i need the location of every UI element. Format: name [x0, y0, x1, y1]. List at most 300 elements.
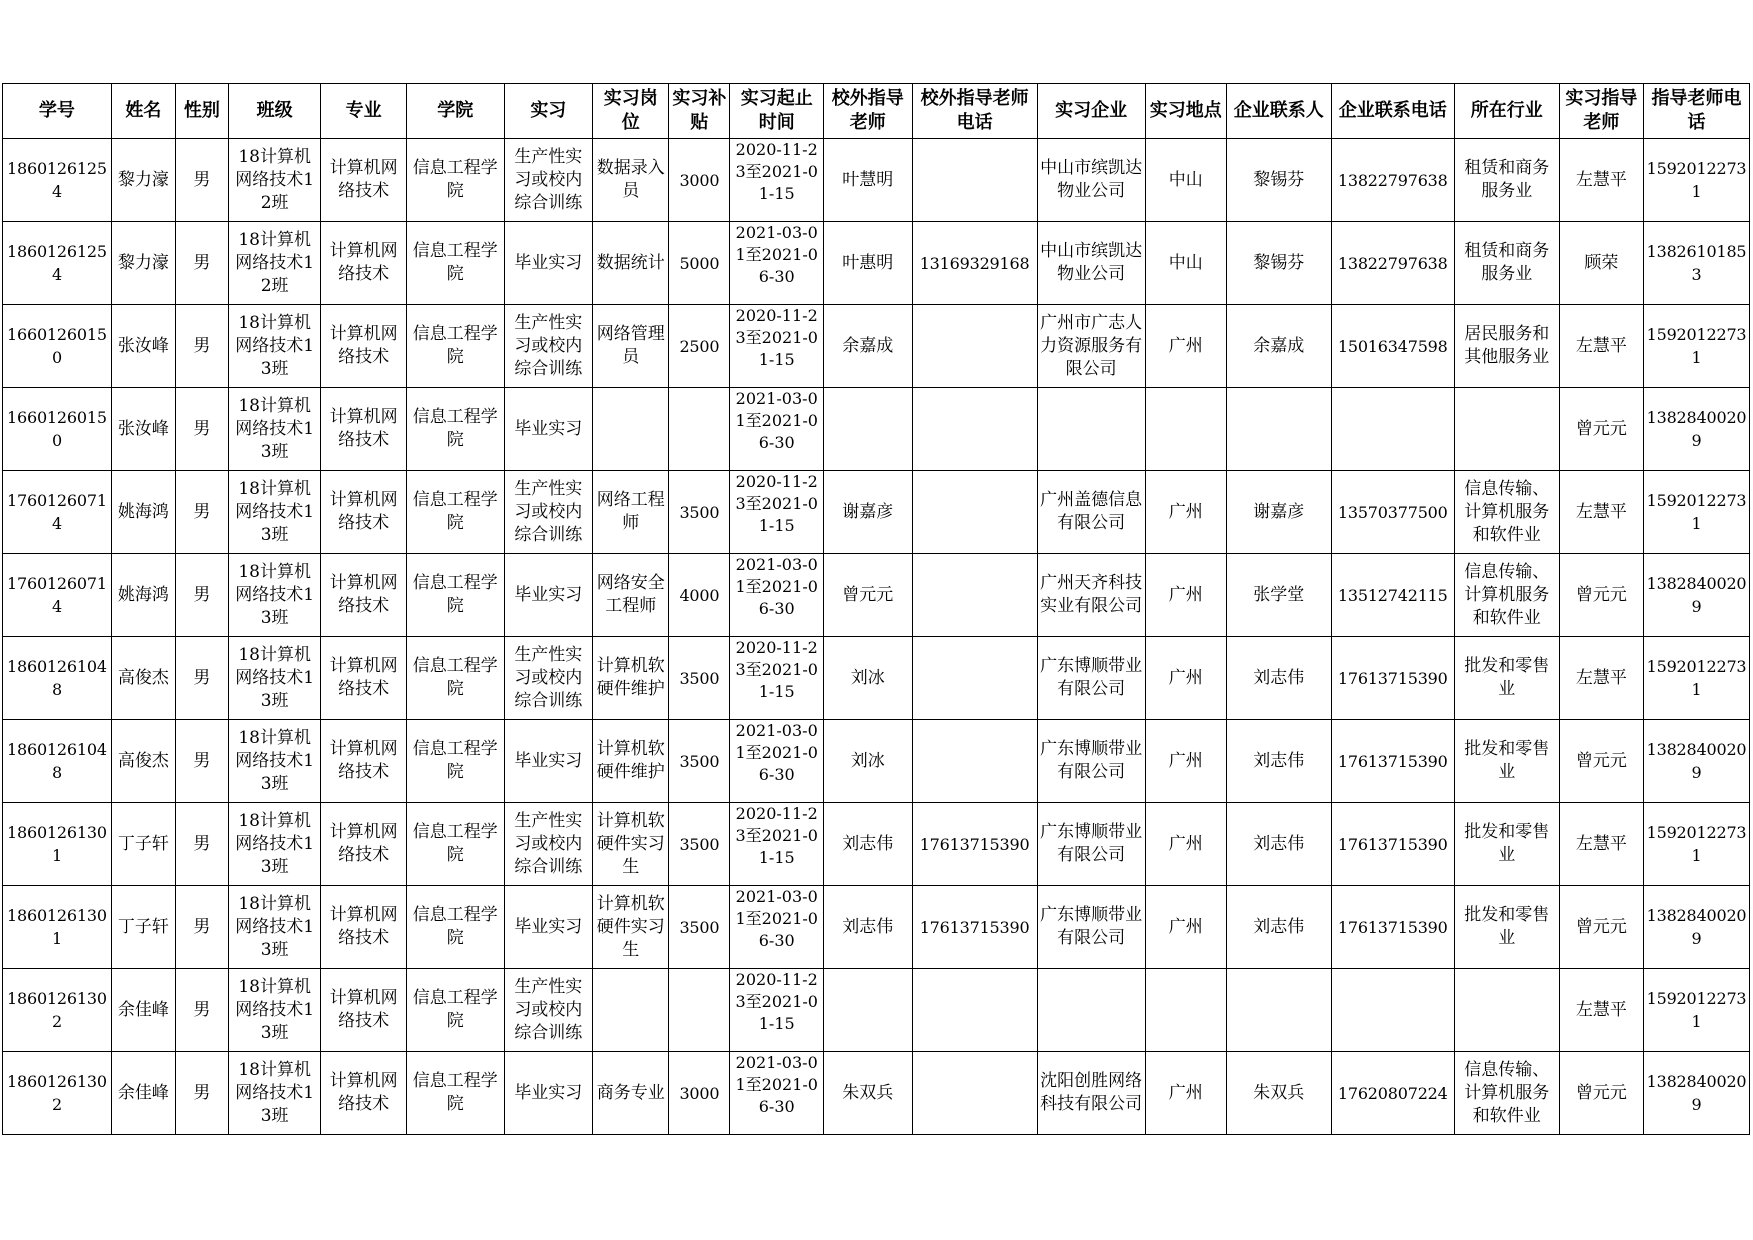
student-id-value: 17601260714: [7, 491, 107, 533]
cell-college: [406, 803, 504, 886]
company-contact-value: 朱双兵: [1253, 1082, 1305, 1103]
cell-external-advisor: [824, 803, 913, 886]
class-value: 18计算机网络技术13班: [235, 312, 315, 379]
cell-internship-position: [593, 637, 669, 720]
gender-value: 男: [193, 1082, 211, 1103]
cell-internship-company: [1037, 554, 1145, 637]
industry-value: 批发和零售业: [1464, 905, 1550, 948]
college-value: 信息工程学院: [412, 324, 498, 367]
major-value: 计算机网络技术: [329, 988, 398, 1031]
cell-internship-position: [593, 886, 669, 969]
cell-class: [228, 471, 321, 554]
cell-student-name: [111, 1052, 175, 1135]
internship-location-value: 广州: [1168, 833, 1203, 854]
student-id-value: 16601260150: [7, 408, 107, 450]
external-advisor-value: 谢嘉彦: [842, 501, 894, 522]
cell-internship-position: [593, 554, 669, 637]
cell-student-id: [3, 471, 112, 554]
cell-student-id: [3, 388, 112, 471]
advisor-phone-value: 13828400209: [1646, 906, 1747, 948]
cell-company-contact: [1226, 637, 1331, 720]
cell-company-contact: [1226, 720, 1331, 803]
cell-company-contact: [1226, 305, 1331, 388]
cell-industry: [1454, 803, 1559, 886]
class-value: 18计算机网络技术12班: [235, 146, 315, 213]
cell-internship-position: [593, 471, 669, 554]
cell-internship-position: [593, 720, 669, 803]
cell-gender: [175, 139, 228, 222]
company-contact-phone-value: 13822797638: [1337, 253, 1448, 273]
student-id-value: 18601261302: [7, 1072, 107, 1114]
external-advisor-phone-value: 13169329168: [919, 253, 1030, 273]
cell-internship-position: [593, 222, 669, 305]
class-value: 18计算机网络技术13班: [235, 561, 315, 628]
external-advisor-value: 刘冰: [850, 667, 885, 688]
header-internship-period: 实习起止时间: [730, 84, 824, 139]
external-advisor-value: 朱双兵: [842, 1082, 894, 1103]
advisor-phone-value: 13826101853: [1646, 242, 1747, 284]
cell-major: [321, 305, 406, 388]
cell-gender: [175, 720, 228, 803]
cell-external-advisor-phone: [912, 222, 1037, 305]
cell-student-name: [111, 886, 175, 969]
cell-external-advisor-phone: [912, 305, 1037, 388]
internship-subsidy-value: 3500: [679, 834, 720, 854]
internship-type-value: 毕业实习: [514, 418, 583, 439]
cell-internship-location: [1145, 803, 1226, 886]
cell-advisor-phone: [1644, 388, 1750, 471]
advisor-phone-value: 15920122731: [1646, 823, 1747, 865]
cell-external-advisor: [824, 720, 913, 803]
cell-gender: [175, 554, 228, 637]
cell-internship-period: [730, 471, 824, 554]
internship-advisor-value: 曾元元: [1575, 584, 1627, 605]
internship-advisor-value: 左慧平: [1575, 667, 1627, 688]
college-value: 信息工程学院: [412, 241, 498, 284]
company-contact-phone-value: 13822797638: [1337, 170, 1448, 190]
cell-advisor-phone: [1644, 471, 1750, 554]
cell-internship-type: [504, 139, 593, 222]
cell-industry: [1454, 222, 1559, 305]
cell-advisor-phone: [1644, 554, 1750, 637]
external-advisor-phone-value: 17613715390: [919, 834, 1030, 854]
cell-internship-location: [1145, 637, 1226, 720]
internship-location-value: 广州: [1168, 1082, 1203, 1103]
cell-class: [228, 305, 321, 388]
cell-student-name: [111, 139, 175, 222]
cell-internship-location: [1145, 720, 1226, 803]
cell-gender: [175, 969, 228, 1052]
cell-external-advisor-phone: [912, 471, 1037, 554]
cell-internship-type: [504, 1052, 593, 1135]
cell-student-name: [111, 222, 175, 305]
cell-industry: [1454, 886, 1559, 969]
student-name-value: 高俊杰: [117, 667, 169, 688]
college-value: 信息工程学院: [412, 739, 498, 782]
cell-gender: [175, 803, 228, 886]
cell-internship-location: [1145, 886, 1226, 969]
cell-student-name: [111, 305, 175, 388]
internship-location-value: 广州: [1168, 916, 1203, 937]
cell-internship-period: [730, 886, 824, 969]
table-row: [3, 222, 1750, 305]
header-college: 学院: [406, 84, 504, 139]
student-id-value: 18601261302: [7, 989, 107, 1031]
cell-major: [321, 139, 406, 222]
cell-internship-company: [1037, 388, 1145, 471]
external-advisor-value: 余嘉成: [842, 335, 894, 356]
cell-internship-period: [730, 1052, 824, 1135]
internship-period-value: 2021-03-01至2021-06-30: [735, 1053, 818, 1116]
header-class: 班级: [228, 84, 321, 139]
cell-student-name: [111, 720, 175, 803]
table-header: [3, 84, 1750, 139]
cell-internship-type: [504, 886, 593, 969]
cell-student-name: [111, 471, 175, 554]
table-row: [3, 969, 1750, 1052]
cell-gender: [175, 637, 228, 720]
cell-company-contact: [1226, 139, 1331, 222]
cell-company-contact-phone: [1331, 388, 1454, 471]
advisor-phone-value: 15920122731: [1646, 491, 1747, 533]
company-contact-phone-value: 15016347598: [1337, 336, 1448, 356]
cell-internship-advisor: [1559, 969, 1643, 1052]
class-value: 18计算机网络技术13班: [235, 810, 315, 877]
internship-type-value: 生产性实习或校内综合训练: [514, 976, 583, 1043]
internship-company-value: 中山市缤凯达物业公司: [1040, 241, 1143, 284]
cell-student-id: [3, 305, 112, 388]
cell-company-contact-phone: [1331, 471, 1454, 554]
major-value: 计算机网络技术: [329, 490, 398, 533]
major-value: 计算机网络技术: [329, 241, 398, 284]
cell-industry: [1454, 471, 1559, 554]
cell-internship-advisor: [1559, 222, 1643, 305]
company-contact-phone-value: 13512742115: [1337, 585, 1448, 605]
cell-external-advisor-phone: [912, 637, 1037, 720]
cell-internship-advisor: [1559, 637, 1643, 720]
cell-internship-position: [593, 969, 669, 1052]
internship-subsidy-value: 4000: [679, 585, 720, 605]
cell-internship-type: [504, 803, 593, 886]
cell-internship-advisor: [1559, 471, 1643, 554]
cell-company-contact-phone: [1331, 803, 1454, 886]
cell-college: [406, 969, 504, 1052]
internship-period-value: 2020-11-23至2021-01-15: [735, 306, 818, 369]
cell-student-id: [3, 222, 112, 305]
internship-advisor-value: 顾荣: [1584, 252, 1619, 273]
cell-advisor-phone: [1644, 803, 1750, 886]
class-value: 18计算机网络技术13班: [235, 644, 315, 711]
header-major: 专业: [321, 84, 406, 139]
college-value: 信息工程学院: [412, 407, 498, 450]
student-id-value: 16601260150: [7, 325, 107, 367]
internship-position-value: 网络安全工程师: [596, 573, 665, 616]
internship-period-value: 2020-11-23至2021-01-15: [735, 472, 818, 535]
cell-internship-subsidy: [669, 637, 730, 720]
cell-class: [228, 720, 321, 803]
cell-internship-subsidy: [669, 471, 730, 554]
advisor-phone-value: 15920122731: [1646, 159, 1747, 201]
major-value: 计算机网络技术: [329, 656, 398, 699]
gender-value: 男: [193, 833, 211, 854]
external-advisor-value: 刘志伟: [842, 833, 894, 854]
student-id-value: 18601261301: [7, 823, 107, 865]
cell-company-contact-phone: [1331, 720, 1454, 803]
header-row: [3, 84, 1750, 139]
class-value: 18计算机网络技术12班: [235, 229, 315, 296]
cell-student-id: [3, 1052, 112, 1135]
class-value: 18计算机网络技术13班: [235, 893, 315, 960]
header-internship-type: 实习: [504, 84, 593, 139]
class-value: 18计算机网络技术13班: [235, 395, 315, 462]
cell-major: [321, 720, 406, 803]
college-value: 信息工程学院: [412, 490, 498, 533]
internship-subsidy-value: 2500: [679, 336, 720, 356]
internship-period-value: 2021-03-01至2021-06-30: [735, 721, 818, 784]
cell-industry: [1454, 305, 1559, 388]
cell-major: [321, 803, 406, 886]
industry-value: 居民服务和其他服务业: [1464, 324, 1550, 367]
cell-external-advisor-phone: [912, 388, 1037, 471]
cell-company-contact: [1226, 554, 1331, 637]
cell-college: [406, 554, 504, 637]
cell-company-contact: [1226, 969, 1331, 1052]
industry-value: 批发和零售业: [1464, 822, 1550, 865]
cell-internship-company: [1037, 139, 1145, 222]
internship-location-value: 中山: [1168, 252, 1203, 273]
cell-internship-position: [593, 305, 669, 388]
cell-internship-advisor: [1559, 388, 1643, 471]
cell-gender: [175, 305, 228, 388]
cell-class: [228, 388, 321, 471]
cell-external-advisor: [824, 305, 913, 388]
cell-major: [321, 969, 406, 1052]
cell-company-contact-phone: [1331, 637, 1454, 720]
cell-industry: [1454, 720, 1559, 803]
cell-student-name: [111, 554, 175, 637]
internship-subsidy-value: 3000: [679, 1083, 720, 1103]
table-row: [3, 305, 1750, 388]
industry-value: 信息传输、计算机服务和软件业: [1464, 478, 1550, 545]
class-value: 18计算机网络技术13班: [235, 1059, 315, 1126]
cell-internship-period: [730, 637, 824, 720]
cell-internship-location: [1145, 139, 1226, 222]
cell-internship-advisor: [1559, 305, 1643, 388]
internship-position-value: 网络管理员: [596, 324, 665, 367]
cell-company-contact-phone: [1331, 139, 1454, 222]
internship-advisor-value: 左慧平: [1575, 335, 1627, 356]
cell-college: [406, 305, 504, 388]
cell-industry: [1454, 969, 1559, 1052]
company-contact-value: 黎锡芬: [1253, 169, 1305, 190]
header-company-contact-phone: 企业联系电话: [1331, 84, 1454, 139]
cell-internship-subsidy: [669, 554, 730, 637]
cell-class: [228, 554, 321, 637]
cell-company-contact: [1226, 388, 1331, 471]
cell-internship-company: [1037, 969, 1145, 1052]
student-name-value: 高俊杰: [117, 750, 169, 771]
internship-subsidy-value: 3500: [679, 668, 720, 688]
student-name-value: 张汝峰: [117, 418, 169, 439]
internship-company-value: 广东博顺带业有限公司: [1040, 656, 1143, 699]
major-value: 计算机网络技术: [329, 822, 398, 865]
student-name-value: 张汝峰: [117, 335, 169, 356]
cell-internship-location: [1145, 471, 1226, 554]
cell-student-name: [111, 388, 175, 471]
cell-internship-type: [504, 969, 593, 1052]
internship-advisor-value: 曾元元: [1575, 418, 1627, 439]
internship-type-value: 生产性实习或校内综合训练: [514, 644, 583, 711]
cell-advisor-phone: [1644, 305, 1750, 388]
cell-major: [321, 471, 406, 554]
student-name-value: 余佳峰: [117, 1082, 169, 1103]
internship-period-value: 2020-11-23至2021-01-15: [735, 140, 818, 203]
cell-internship-subsidy: [669, 969, 730, 1052]
industry-value: 信息传输、计算机服务和软件业: [1464, 561, 1550, 628]
cell-student-id: [3, 637, 112, 720]
company-contact-phone-value: 13570377500: [1337, 502, 1448, 522]
cell-internship-period: [730, 388, 824, 471]
cell-internship-position: [593, 803, 669, 886]
cell-internship-location: [1145, 222, 1226, 305]
header-advisor-phone: 指导老师电话: [1644, 84, 1750, 139]
company-contact-value: 刘志伟: [1253, 667, 1305, 688]
student-id-value: 17601260714: [7, 574, 107, 616]
table-row: [3, 471, 1750, 554]
cell-internship-type: [504, 222, 593, 305]
gender-value: 男: [193, 584, 211, 605]
cell-internship-subsidy: [669, 1052, 730, 1135]
internship-location-value: 中山: [1168, 169, 1203, 190]
cell-internship-location: [1145, 554, 1226, 637]
cell-external-advisor: [824, 554, 913, 637]
cell-major: [321, 554, 406, 637]
internship-company-value: 广州盖德信息有限公司: [1040, 490, 1143, 533]
cell-internship-advisor: [1559, 139, 1643, 222]
internship-position-value: 计算机软硬件实习生: [596, 893, 665, 960]
cell-internship-period: [730, 803, 824, 886]
cell-college: [406, 388, 504, 471]
cell-internship-subsidy: [669, 720, 730, 803]
internship-period-value: 2021-03-01至2021-06-30: [735, 223, 818, 286]
cell-class: [228, 139, 321, 222]
header-company-contact: 企业联系人: [1226, 84, 1331, 139]
company-contact-value: 余嘉成: [1253, 335, 1305, 356]
internship-advisor-value: 曾元元: [1575, 916, 1627, 937]
internship-advisor-value: 左慧平: [1575, 999, 1627, 1020]
external-advisor-value: 刘冰: [850, 750, 885, 771]
cell-external-advisor: [824, 139, 913, 222]
cell-class: [228, 969, 321, 1052]
internship-position-value: 数据录入员: [596, 158, 665, 201]
cell-college: [406, 720, 504, 803]
header-industry: 所在行业: [1454, 84, 1559, 139]
gender-value: 男: [193, 335, 211, 356]
cell-external-advisor: [824, 1052, 913, 1135]
cell-company-contact: [1226, 886, 1331, 969]
advisor-phone-value: 13828400209: [1646, 574, 1747, 616]
external-advisor-phone-value: 17613715390: [919, 917, 1030, 937]
cell-student-name: [111, 803, 175, 886]
internship-subsidy-value: 3500: [679, 751, 720, 771]
internship-location-value: 广州: [1168, 750, 1203, 771]
major-value: 计算机网络技术: [329, 1071, 398, 1114]
cell-internship-company: [1037, 886, 1145, 969]
gender-value: 男: [193, 418, 211, 439]
major-value: 计算机网络技术: [329, 324, 398, 367]
table-row: [3, 554, 1750, 637]
cell-external-advisor-phone: [912, 803, 1037, 886]
cell-external-advisor-phone: [912, 139, 1037, 222]
cell-internship-company: [1037, 222, 1145, 305]
cell-gender: [175, 886, 228, 969]
cell-internship-period: [730, 969, 824, 1052]
cell-internship-company: [1037, 803, 1145, 886]
internship-company-value: 广东博顺带业有限公司: [1040, 905, 1143, 948]
company-contact-phone-value: 17613715390: [1337, 834, 1448, 854]
cell-college: [406, 471, 504, 554]
cell-internship-period: [730, 222, 824, 305]
cell-industry: [1454, 139, 1559, 222]
internship-advisor-value: 左慧平: [1575, 169, 1627, 190]
external-advisor-value: 叶慧明: [842, 169, 894, 190]
cell-gender: [175, 388, 228, 471]
cell-internship-location: [1145, 969, 1226, 1052]
cell-company-contact: [1226, 222, 1331, 305]
cell-internship-location: [1145, 1052, 1226, 1135]
cell-internship-subsidy: [669, 388, 730, 471]
major-value: 计算机网络技术: [329, 739, 398, 782]
internship-position-value: 计算机软硬件维护: [596, 656, 665, 699]
cell-major: [321, 388, 406, 471]
gender-value: 男: [193, 667, 211, 688]
cell-internship-subsidy: [669, 139, 730, 222]
cell-class: [228, 1052, 321, 1135]
cell-internship-type: [504, 305, 593, 388]
gender-value: 男: [193, 252, 211, 273]
cell-student-name: [111, 637, 175, 720]
cell-advisor-phone: [1644, 222, 1750, 305]
student-name-value: 姚海鸿: [117, 501, 169, 522]
cell-internship-type: [504, 554, 593, 637]
company-contact-value: 谢嘉彦: [1253, 501, 1305, 522]
cell-industry: [1454, 1052, 1559, 1135]
internship-advisor-value: 左慧平: [1575, 833, 1627, 854]
gender-value: 男: [193, 999, 211, 1020]
major-value: 计算机网络技术: [329, 573, 398, 616]
table-row: [3, 1052, 1750, 1135]
college-value: 信息工程学院: [412, 573, 498, 616]
gender-value: 男: [193, 169, 211, 190]
cell-internship-location: [1145, 305, 1226, 388]
gender-value: 男: [193, 750, 211, 771]
industry-value: 批发和零售业: [1464, 739, 1550, 782]
student-id-value: 18601261254: [7, 159, 107, 201]
internship-type-value: 生产性实习或校内综合训练: [514, 312, 583, 379]
cell-internship-type: [504, 637, 593, 720]
cell-external-advisor: [824, 969, 913, 1052]
cell-internship-location: [1145, 388, 1226, 471]
advisor-phone-value: 13828400209: [1646, 740, 1747, 782]
internship-advisor-value: 左慧平: [1575, 501, 1627, 522]
student-id-value: 18601261048: [7, 657, 107, 699]
cell-student-id: [3, 554, 112, 637]
header-student-name: 姓名: [111, 84, 175, 139]
gender-value: 男: [193, 501, 211, 522]
table-row: [3, 720, 1750, 803]
table-row: [3, 803, 1750, 886]
cell-external-advisor: [824, 886, 913, 969]
